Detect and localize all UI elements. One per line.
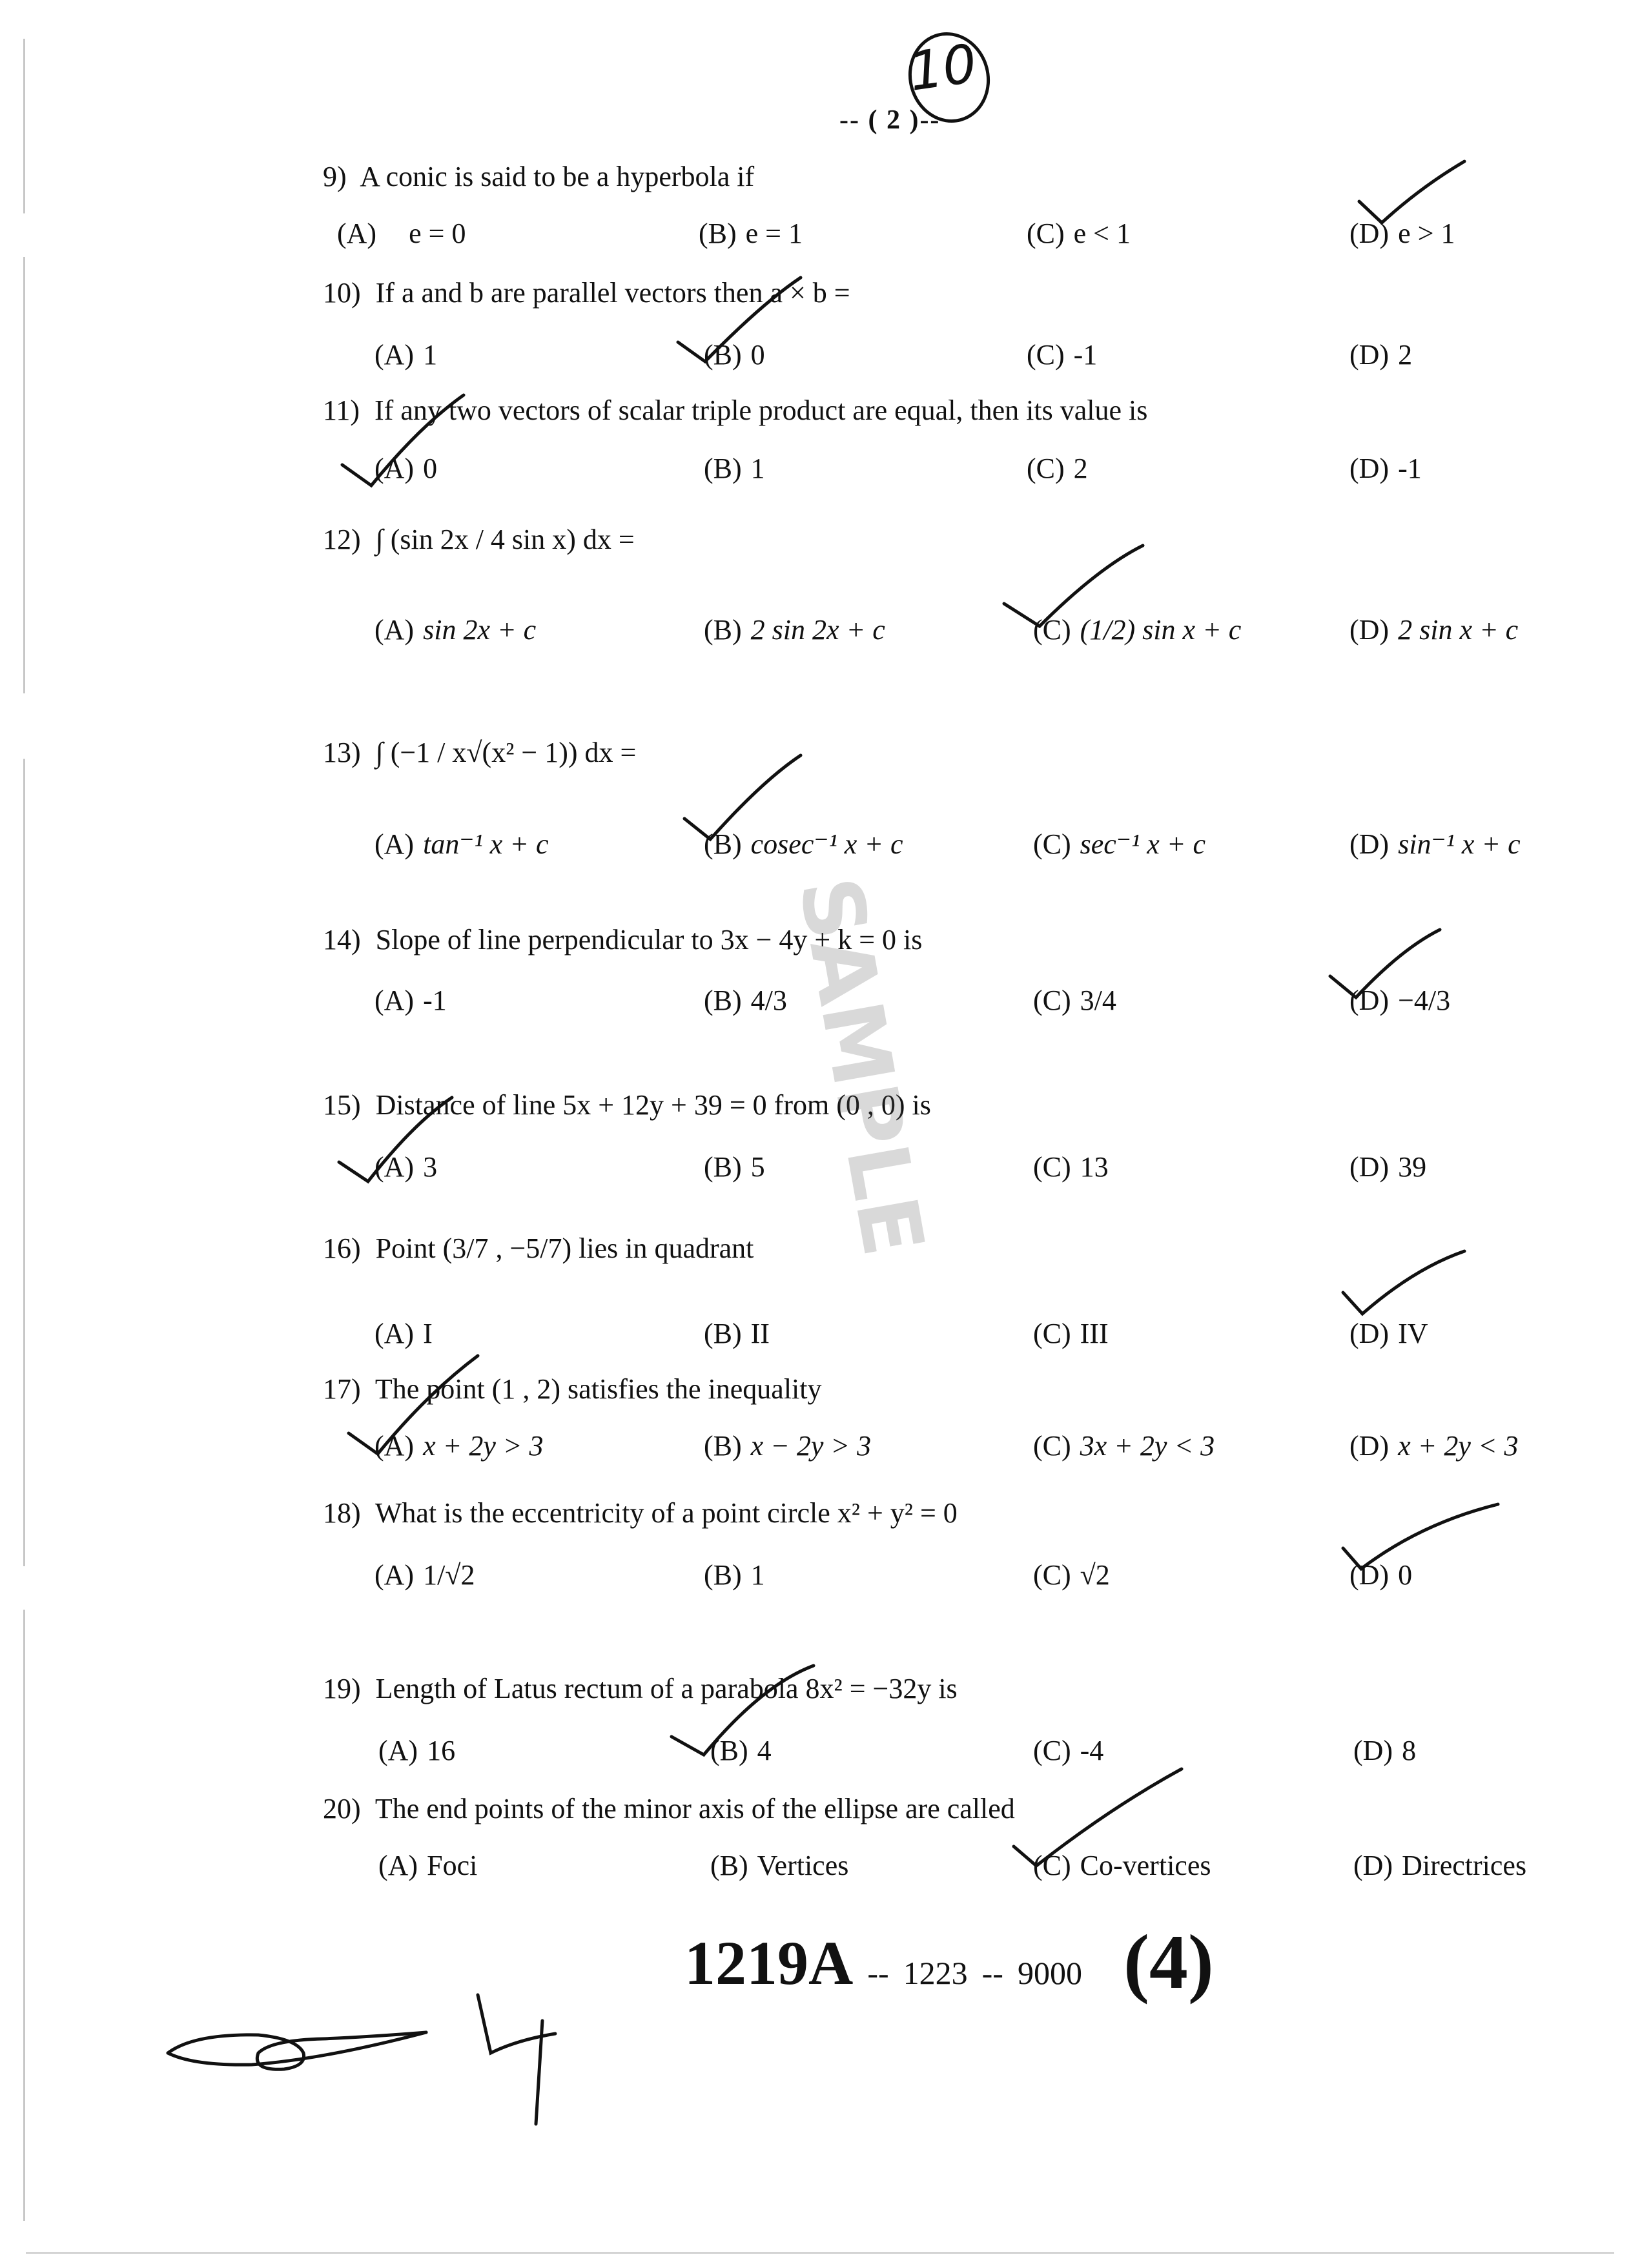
question-number: 14) xyxy=(323,924,361,955)
option-a: (A) 3 xyxy=(374,1151,438,1183)
question-16 xyxy=(323,1232,754,1265)
option-a: (A) tan⁻¹ x + c xyxy=(374,828,549,860)
question-9 xyxy=(323,160,754,193)
option-c: (C) -1 xyxy=(1027,339,1098,371)
option-a: (A) Foci xyxy=(378,1850,478,1881)
options-12 xyxy=(0,613,1631,652)
question-20 xyxy=(323,1792,1015,1825)
paper-set: (4) xyxy=(1123,1919,1214,2005)
option-c: (C) 3/4 xyxy=(1033,985,1116,1016)
options-9 xyxy=(0,217,1631,256)
question-number: 15) xyxy=(323,1089,361,1121)
option-d: (D) sin⁻¹ x + c xyxy=(1349,828,1521,860)
option-d: (D) 0 xyxy=(1349,1559,1413,1591)
option-a: (A) -1 xyxy=(374,985,447,1016)
option-c: (C) -4 xyxy=(1033,1735,1104,1766)
handwritten-signature xyxy=(155,1963,607,2169)
option-b: (B) Vertices xyxy=(710,1850,849,1881)
option-d: (D) x + 2y < 3 xyxy=(1349,1430,1519,1462)
option-d: (D) 2 sin x + c xyxy=(1349,614,1519,646)
option-d: (D) 2 xyxy=(1349,339,1413,371)
option-b: (B) 4/3 xyxy=(704,985,787,1016)
question-number: 17) xyxy=(323,1373,361,1405)
question-number: 16) xyxy=(323,1232,361,1264)
question-text: ∫ (sin 2x / 4 sin x) dx = xyxy=(375,524,635,555)
option-a: (A) 16 xyxy=(378,1735,456,1766)
options-11 xyxy=(0,452,1631,491)
option-c: (C) 13 xyxy=(1033,1151,1109,1183)
option-c: (C) Co-vertices xyxy=(1033,1850,1211,1881)
option-b: (B) 0 xyxy=(704,339,765,371)
option-b: (B) 1 xyxy=(704,1559,765,1591)
option-a: (A) x + 2y > 3 xyxy=(374,1430,544,1462)
option-a: (A) 0 xyxy=(374,453,438,484)
paper-code-number-1: 1223 xyxy=(903,1955,968,1991)
question-text: ∫ (−1 / x√(x² − 1)) dx = xyxy=(375,737,637,768)
scan-bottom-edge xyxy=(26,2252,1614,2254)
question-number: 10) xyxy=(323,277,361,309)
question-text: The end points of the minor axis of the ellipse are called xyxy=(374,1793,1015,1824)
tick-q16-icon xyxy=(1343,1251,1464,1314)
options-10 xyxy=(0,338,1631,377)
options-19 xyxy=(0,1734,1631,1773)
option-a: (A) e = 0 xyxy=(337,218,466,249)
option-c: (C) III xyxy=(1033,1318,1109,1349)
question-17 xyxy=(323,1373,822,1405)
options-17 xyxy=(0,1429,1631,1468)
option-a: (A) sin 2x + c xyxy=(374,614,537,646)
option-b: (B) 1 xyxy=(704,453,765,484)
tick-q9-icon xyxy=(1359,161,1464,223)
paper-code: 1219A -- 1223 -- 9000 (4) xyxy=(684,1919,1214,2005)
question-number: 12) xyxy=(323,524,361,555)
question-text: Point (3/7 , −5/7) lies in quadrant xyxy=(375,1232,754,1264)
question-text: If any two vectors of scalar triple product are equal, then its value is xyxy=(374,394,1148,426)
option-b: (B) 2 sin 2x + c xyxy=(704,614,885,646)
option-b: (B) 5 xyxy=(704,1151,765,1183)
option-a: (A) 1 xyxy=(374,339,438,371)
question-text: Length of Latus rectum of a parabola 8x² = −32y is xyxy=(375,1673,958,1704)
option-d: (D) e > 1 xyxy=(1349,218,1455,249)
options-18 xyxy=(0,1558,1631,1597)
question-13 xyxy=(323,736,636,769)
question-text: What is the eccentricity of a point circle x² + y² = 0 xyxy=(374,1497,958,1529)
question-19 xyxy=(323,1672,958,1705)
option-c: (C) (1/2) sin x + c xyxy=(1033,614,1242,646)
option-b: (B) e = 1 xyxy=(699,218,803,249)
option-c: (C) e < 1 xyxy=(1027,218,1131,249)
question-number: 9) xyxy=(323,161,347,192)
question-number: 13) xyxy=(323,737,361,768)
question-18 xyxy=(323,1497,958,1529)
page-number: -- ( 2 )-- xyxy=(839,105,941,135)
option-c: (C) 3x + 2y < 3 xyxy=(1033,1430,1215,1462)
option-a: (A) 1/√2 xyxy=(374,1559,475,1591)
question-text: A conic is said to be a hyperbola if xyxy=(360,161,755,192)
option-c: (C) sec⁻¹ x + c xyxy=(1033,828,1206,860)
watermark-text: SAMPLE xyxy=(780,870,943,1263)
option-d: (D) 39 xyxy=(1349,1151,1427,1183)
option-b: (B) II xyxy=(704,1318,770,1349)
options-20 xyxy=(0,1849,1631,1888)
option-b: (B) 4 xyxy=(710,1735,772,1766)
option-d: (D) 8 xyxy=(1353,1735,1417,1766)
option-d: (D) −4/3 xyxy=(1349,985,1451,1016)
watermark-stamp xyxy=(697,807,969,1336)
option-c: (C) √2 xyxy=(1033,1559,1110,1591)
option-d: (D) Directrices xyxy=(1353,1850,1527,1881)
question-text: If a and b are parallel vectors then a × b = xyxy=(375,277,850,309)
question-text: Slope of line perpendicular to 3x − 4y + k = 0 is xyxy=(375,924,923,955)
question-number: 20) xyxy=(323,1793,361,1824)
score-mark: 10 xyxy=(905,33,981,103)
option-b: (B) cosec⁻¹ x + c xyxy=(704,828,903,860)
question-text: Distance of line 5x + 12y + 39 = 0 from (0 , 0) is xyxy=(375,1089,931,1121)
question-text: The point (1 , 2) satisfies the inequality xyxy=(374,1373,822,1405)
question-12 xyxy=(323,523,635,556)
question-11 xyxy=(323,394,1147,427)
option-a: (A) I xyxy=(374,1318,433,1349)
option-d: (D) IV xyxy=(1349,1318,1428,1349)
question-10 xyxy=(323,276,850,309)
option-d: (D) -1 xyxy=(1349,453,1422,484)
paper-code-main: 1219A xyxy=(684,1928,854,1997)
question-number: 11) xyxy=(323,394,360,426)
option-c: (C) 2 xyxy=(1027,453,1088,484)
paper-code-number-2: 9000 xyxy=(1017,1955,1082,1991)
question-number: 18) xyxy=(323,1497,361,1529)
question-number: 19) xyxy=(323,1673,361,1704)
option-b: (B) x − 2y > 3 xyxy=(704,1430,872,1462)
